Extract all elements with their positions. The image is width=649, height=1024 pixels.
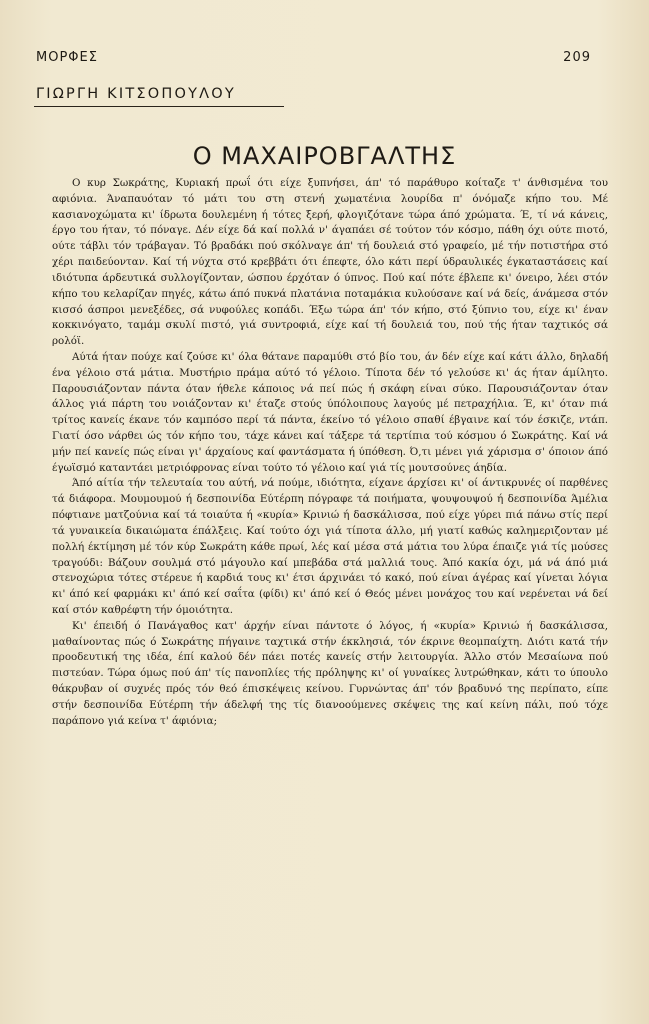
running-head bbox=[36, 50, 591, 65]
journal-name: ΜΟΡΦΕΣ bbox=[36, 50, 98, 65]
page-number: 209 bbox=[563, 50, 591, 65]
author-name: ΓΙΩΡΓΗ ΚΙΤΣΟΠΟΥΛΟΥ bbox=[36, 86, 236, 102]
author-underline bbox=[34, 106, 284, 107]
paragraph: Άπό αίτία τήν τελευταία του αύτή, νά πούμε, ιδιότητα, είχανε άρχίσει κι' οί άντικρυνές οί παρθένες τά διάφορα. Μουμουμού ή δεσποινίδα Εύτέρπη πόγραφε τά ποιήματα, ψουψουψού ή δεσποινίδα Άμέλια πόφτιανε ματζούνια καί τά τοιαύτα ή «κυρία» Κρινιώ ή δασκάλισσα, πού είχε γύρει πιά πάνω στίς περί τά γυναικεία δικαιώματα έπάλξεις. Καί τούτο όχι γιά τίποτα άλλο, μή γιατί καθώς καλημεριζονταν μέ πολλή έκτίμηση μέ τόν κύρ Σωκράτη κάθε πρωί, λές καί μέσα στά μάτια του λύρα έπαιζε γιά τίς μούσες τραγούδι: Βάζουν σουλμά στό μάγουλο καί μπεβάδα στά μαλλιά τους. Άπό κακία όχι, μά νά άπό μιά στενοχώρια τότες στέρευε ή καρδιά τους κι' έτσι άρχινάει τό κακό, πού είναι άγέρας καί γίνεται λόγια κι' άπό κεί φαρμάκι κι' άπό κεί σαΐτα (φίδι) κι' άπό κεί ό Θεός μένει μονάχος του καί νερένεται νά δεί καί στόν καθρέφτη τήν όμοιότητα. bbox=[52, 477, 608, 616]
paragraph: Ο κυρ Σωκράτης, Κυριακή πρωΐ ότι είχε ξυπνήσει, άπ' τό παράθυρο κοίταζε τ' άνθισμένα του αφιόνια. Άναπαυόταν τό μάτι του στη στενή χωματένια λουρίδα π' όνόμαζε κήπο του. Μέ κασιανοχώματα κι' ίδρωτα δουλεμένη ή τότες ξερή, φλογιζότανε τώρα άπό χρώματα. Έ, τί νά κάνεις, έργο του ήταν, τό πόναγε. Δέν είχε δά καί πολλά ν' άγαπάει σέ τούτον τόν κόσμο, πάθη όχι ούτε πιοτό, ούτε τάβλι τόν τράβαγαν. Τό βραδάκι πού σκόλναγε άπ' τή δουλειά στό γραφείο, μέ τήν ποτιστήρα στό χέρι παιδεύονταν. Καί τή νύχτα στό κρεββάτι ότι έπεφτε, όλο κάτι περί ύδραυλικές έγκαταστάσεις καί ιδιότυπα άρδευτικά συλλογίζονταν, ώσπου έρχόταν ό ύπνος. Πού καί πότε έβλεπε κι' όνειρο, λέει στόν κήπο του κελαρίζαν πηγές, κάτω άπό πυκνά πλατάνια ποταμάκια κυλούσανε καί νά δείς, άνάμεσα στόν κισσό άσπροι μενεξέδες, σά νυφούλες κοπάδι. Έξω τώρα άπ' τόν κήπο, στό ξύπνιο του, είχε κι' έναν κοκκινόγατο, ταμάμ σκυλί πιστό, γιά συντροφιά, είχε καί τή δουλειά του, πού τής ήταν ταχτικός σά ρολόϊ. bbox=[52, 177, 608, 348]
paragraph: Αύτά ήταν πούχε καί ζούσε κι' όλα θάτανε παραμύθι στό βίο του, άν δέν είχε καί κάτι άλλο, δηλαδή ένα γέλοιο στά μάτια. Μυστήριο πράμα αύτό τό γέλοιο. Τίποτα δέν τό γελούσε κι' άς ήταν άμίλητο. Παρουσιάζονταν πάντα όταν ήθελε κάποιος νά πεί πώς ή σκάφη είναι σύκο. Παρουσιάζονταν όταν άλλος γιά πάρτη του νοιάζονταν κι' έταζε στούς ύπόλοιπους λαγούς μέ πετραχήλια. Έ, κι' όταν πιά τρίτος κανείς έκανε τόν καμπόσο περί τά πάντα, έκείνο τό γέλοιο σπαθί έβγαινε καί τόν έσκιζε, ντάπ. Γιατί όσο νάρθει ώς τόν κήπο του, τάχε κάνει καί τάξερε τά τερτίπια τού κόσμου ό Σωκράτης. Καί νά μήν πεί κανείς πώς είναι γι' άρχαίους καί φαντάσματα ή ύπόθεση. Ό,τι μένει γιά χάρισμα σ' όποιον άπό έγωϊσμό καταντάει μετριόφρονας είναι τούτο τό γέλοιο καί γιά τίς μουτσούνες άηδία. bbox=[52, 350, 608, 474]
story-title: Ο ΜΑΧΑΙΡΟΒΓΑΛΤΗΣ bbox=[192, 142, 457, 171]
paragraph: Κι' έπειδή ό Πανάγαθος κατ' άρχήν είναι πάντοτε ό λόγος, ή «κυρία» Κρινιώ ή δασκάλισσα, μαθαίνοντας πώς ό Σωκράτης πήγαινε ταχτικά στήν έκκλησιά, τόν έκρινε θεομπαίχτη. Διότι κατά τήν προοδευτική της ιδέα, έπί καλού δέν πάει ποτές κανείς στήν λειτουργία. Άλλο στόν Μεσαίωνα πού πιστεύαν. Τώρα όμως πού άπ' τίς πανοπλίες τής πρόληψης κι' οί γυναίκες λυτρώθηκαν, κάτι το ύπουλο θάκρυβαν οί συχνές πρός τόν θεό έπισκέψεις κείνου. Γυρνώντας άπ' τόν βραδυνό της περίπατο, είπε στήν δεσποινίδα Εύτέρπη τήν άδελφή της τίς διανοούμενες σκέψεις της καί κείνη πάλι, πού τόχε παράπονο γιά κείνα τ' άφιόνια; bbox=[52, 619, 608, 727]
story-body bbox=[52, 176, 608, 729]
